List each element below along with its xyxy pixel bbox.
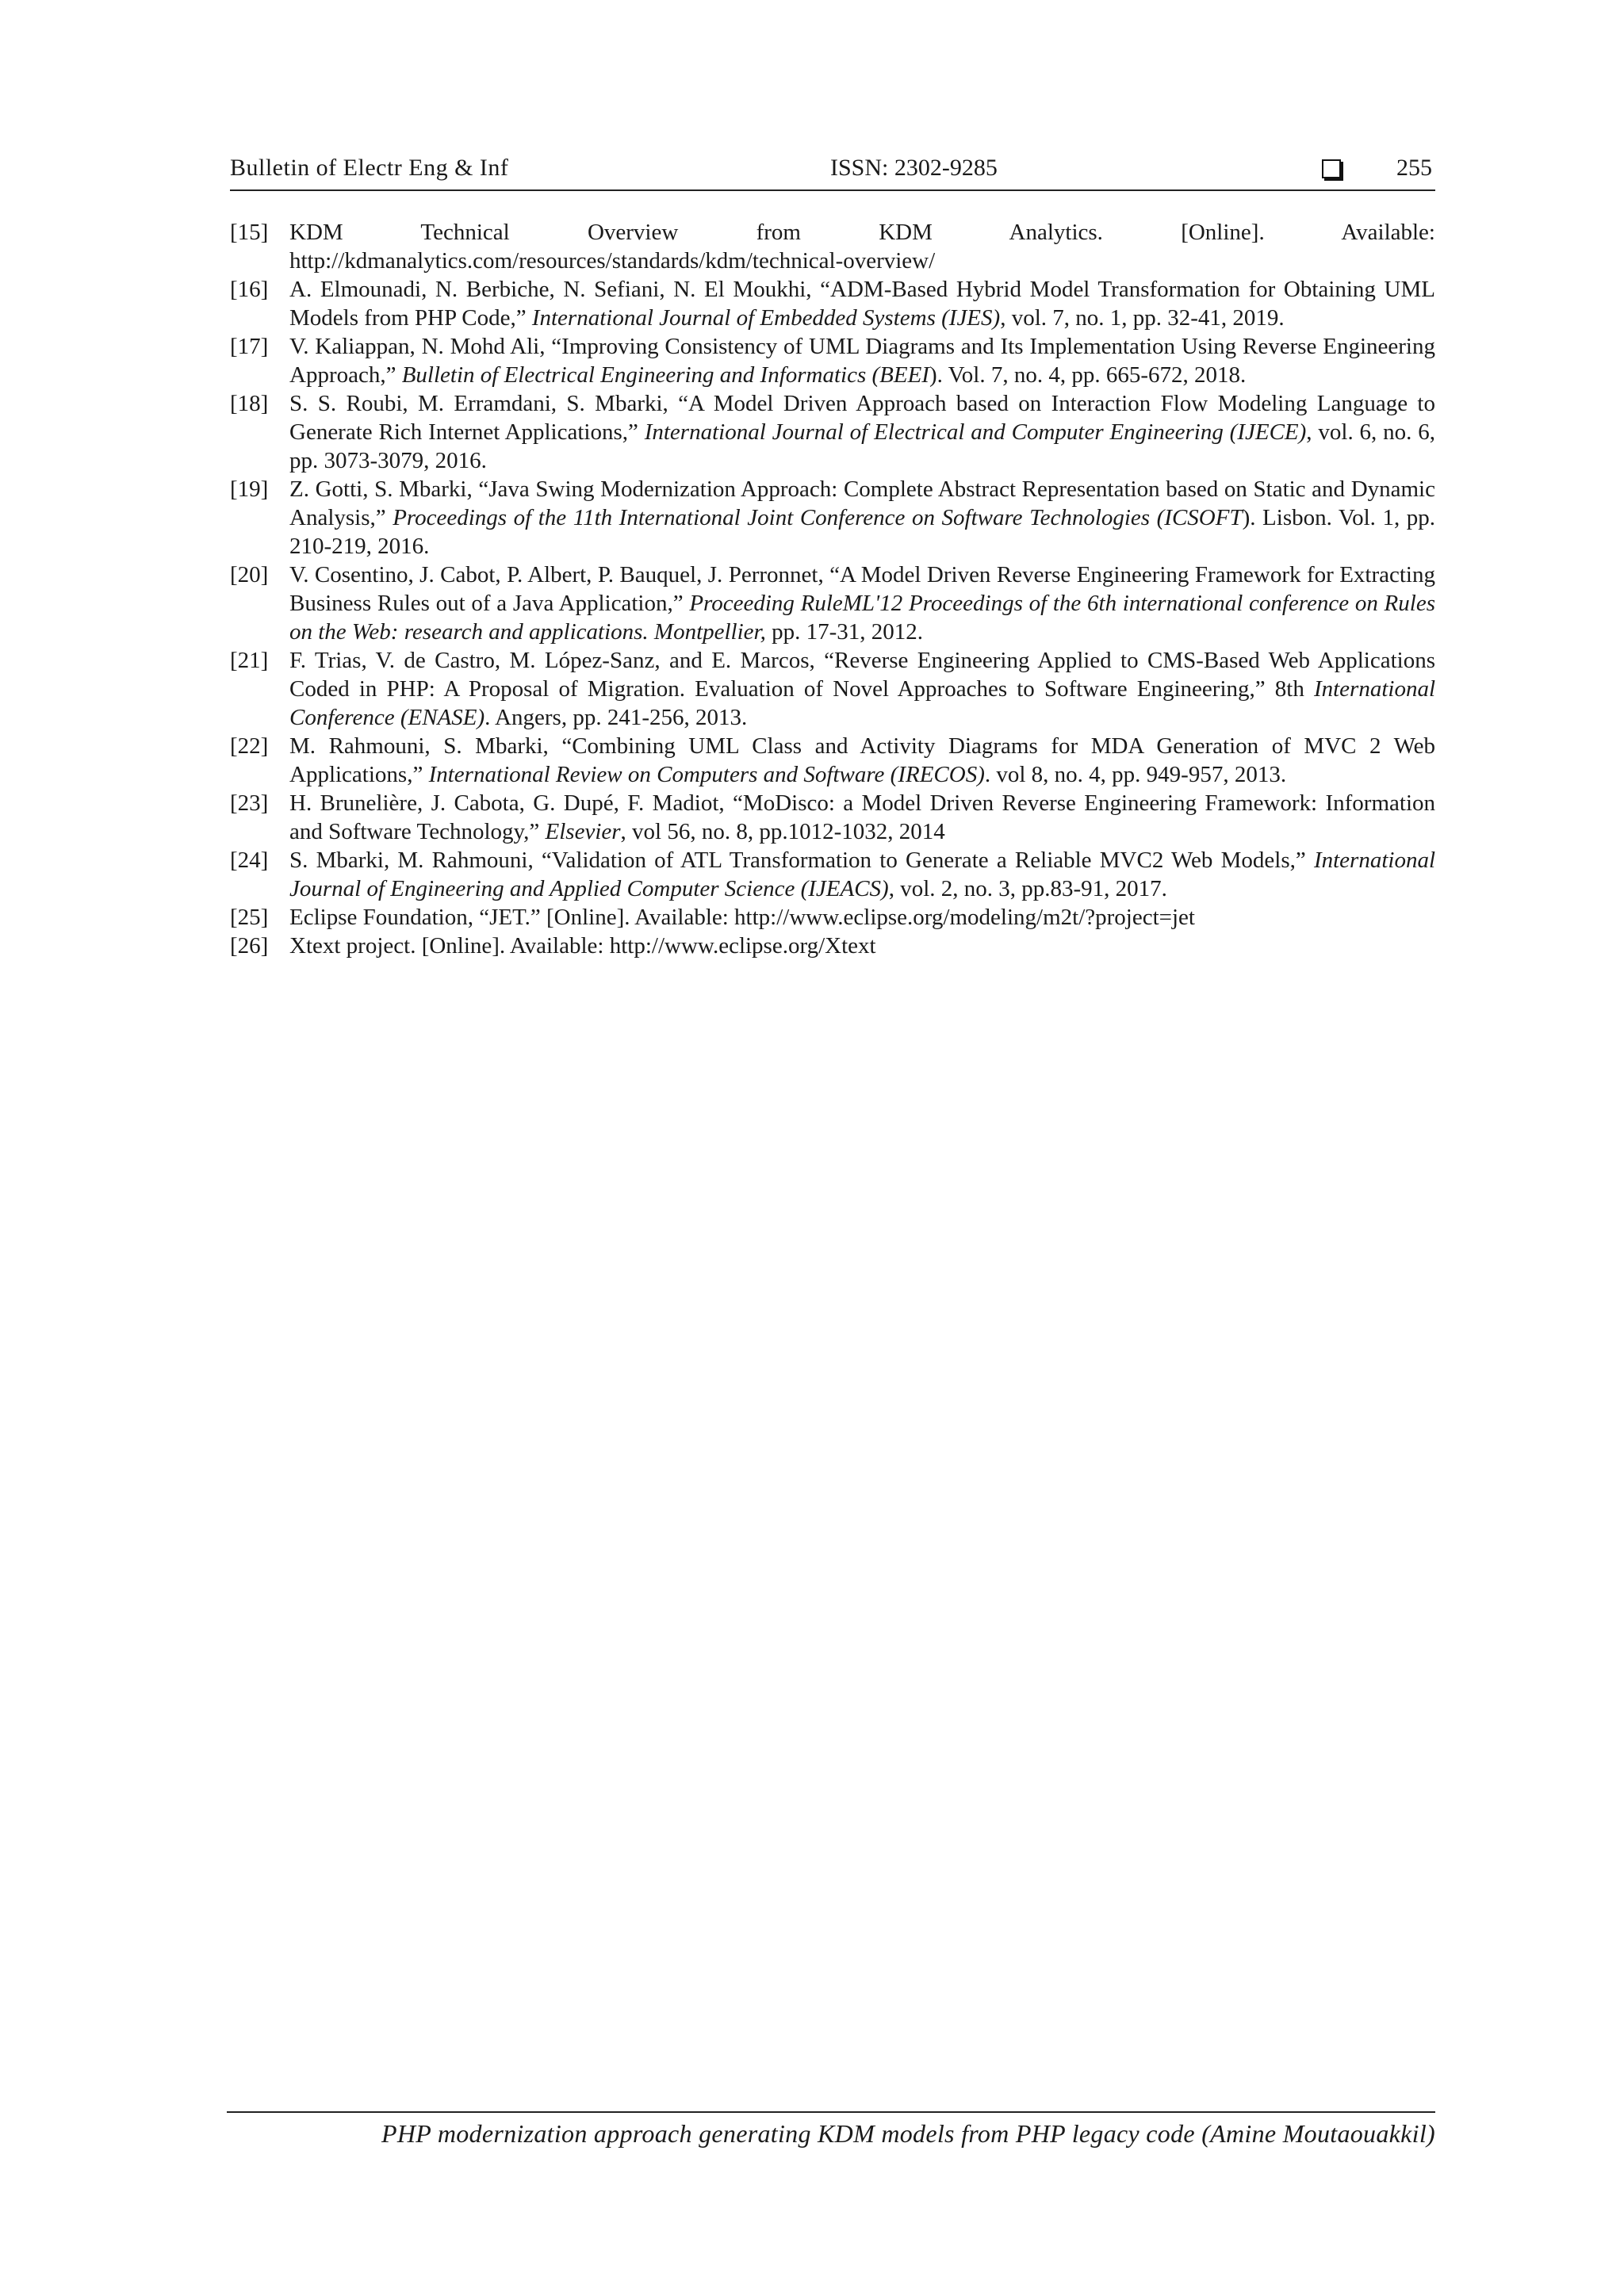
reference-list	[230, 218, 1435, 960]
reference-segment: S. S. Roubi, M. Erramdani, S. Mbarki, “A Model Driven Approach based on Interaction Flow Modeling Language to Generate Rich Internet Applications,”	[289, 391, 1435, 445]
issn: ISSN: 2302-9285	[830, 155, 998, 181]
reference-segment: V. Kaliappan, N. Mohd Ali, “Improving Consistency of UML Diagrams and Its Implementation Using Reverse Engineering Approach,”	[289, 334, 1435, 388]
reference-number: [23]	[230, 790, 269, 816]
reference-source-italic: International Review on Computers and Software (IRECOS)	[428, 762, 985, 787]
reference-segment: . vol 8, no. 4, pp. 949-957, 2013.	[984, 762, 1287, 787]
reference-item	[230, 646, 1435, 732]
reference-segment: . Angers, pp. 241-256, 2013.	[485, 705, 748, 730]
reference-text	[289, 275, 1435, 332]
reference-text	[289, 332, 1435, 389]
reference-number: [26]	[230, 933, 269, 959]
reference-text	[289, 475, 1435, 561]
reference-segment: V. Cosentino, J. Cabot, P. Albert, P. Bauquel, J. Perronnet, “A Model Driven Reverse Engineering Framework for Extracting Business Rules out of a Java Application,”	[289, 562, 1435, 616]
reference-item	[230, 275, 1435, 332]
reference-segment: Eclipse Foundation, “JET.” [Online]. Available: http://www.eclipse.org/modeling/m2t/?project=jet	[289, 905, 1195, 930]
reference-source-italic: International Journal of Embedded Systems (IJES)	[531, 305, 1001, 331]
reference-text	[289, 789, 1435, 846]
reference-segment: KDM Technical Overview from KDM Analytics. [Online]. Available: http://kdmanalytics.com/resources/standards/kdm/technical-overview/	[289, 220, 1435, 274]
reference-item	[230, 846, 1435, 903]
reference-segment: pp. 17-31, 2012.	[765, 619, 924, 645]
reference-source-italic: Bulletin of Electrical Engineering and Informatics (BEEI	[401, 362, 929, 388]
reference-number: [16]	[230, 277, 269, 302]
reference-segment: , vol. 2, no. 3, pp.83-91, 2017.	[888, 876, 1167, 901]
reference-item	[230, 218, 1435, 275]
reference-item	[230, 789, 1435, 846]
reference-text	[289, 932, 1435, 960]
reference-segment: S. Mbarki, M. Rahmouni, “Validation of ATL Transformation to Generate a Reliable MVC2 Web Models,”	[289, 848, 1314, 873]
reference-number: [20]	[230, 562, 269, 587]
journal-name: Bulletin of Electr Eng & Inf	[230, 155, 509, 181]
page-header	[230, 155, 1435, 191]
reference-text	[289, 846, 1435, 903]
reference-segment: ). Vol. 7, no. 4, pp. 665-672, 2018.	[929, 362, 1247, 388]
reference-segment: , vol. 7, no. 1, pp. 32-41, 2019.	[1000, 305, 1285, 331]
reference-source-italic: International Journal of Electrical and Computer Engineering (IJECE)	[644, 419, 1307, 445]
reference-item	[230, 561, 1435, 646]
reference-segment: Z. Gotti, S. Mbarki, “Java Swing Modernization Approach: Complete Abstract Representation based on Static and Dynamic Analysis,”	[289, 476, 1435, 530]
reference-segment: M. Rahmouni, S. Mbarki, “Combining UML Class and Activity Diagrams for MDA Generation of MVC 2 Web Applications,”	[289, 733, 1435, 787]
reference-text	[289, 903, 1435, 932]
reference-number: [25]	[230, 905, 269, 930]
reference-item	[230, 932, 1435, 960]
reference-source-italic: Proceeding RuleML'12 Proceedings of the 6th international conference on Rules on the Web: research and applications. Montpellier,	[289, 591, 1435, 645]
reference-number: [15]	[230, 220, 269, 245]
reference-segment: A. Elmounadi, N. Berbiche, N. Sefiani, N. El Moukhi, “ADM-Based Hybrid Model Transformation for Obtaining UML Models from PHP Code,”	[289, 277, 1435, 331]
page-number: 255	[1396, 155, 1432, 181]
reference-number: [21]	[230, 648, 269, 673]
reference-source-italic: International Conference (ENASE)	[289, 676, 1435, 730]
running-title: PHP modernization approach generating KDM models from PHP legacy code (Amine Moutaouakkil)	[381, 2119, 1435, 2148]
reference-segment: ). Lisbon. Vol. 1, pp. 210-219, 2016.	[289, 505, 1436, 559]
reference-number: [17]	[230, 334, 269, 359]
reference-text	[289, 389, 1435, 475]
reference-segment: , vol. 6, no. 6, pp. 3073-3079, 2016.	[289, 419, 1435, 473]
reference-item	[230, 389, 1435, 475]
reference-text	[289, 218, 1435, 275]
reference-number: [22]	[230, 733, 269, 759]
reference-item	[230, 332, 1435, 389]
reference-text	[289, 646, 1435, 732]
reference-number: [24]	[230, 848, 269, 873]
reference-segment: H. Brunelière, J. Cabota, G. Dupé, F. Madiot, “MoDisco: a Model Driven Reverse Engineering Framework: Information and Software Technology,”	[289, 790, 1435, 844]
reference-source-italic: Elsevier	[545, 819, 621, 844]
reference-segment: Xtext project. [Online]. Available: http://www.eclipse.org/Xtext	[289, 933, 876, 959]
reference-number: [19]	[230, 476, 269, 502]
reference-text	[289, 732, 1435, 789]
reference-item	[230, 903, 1435, 932]
reference-text	[289, 561, 1435, 646]
reference-number: [18]	[230, 391, 269, 416]
page-footer	[227, 2111, 1435, 2149]
reference-segment: , vol 56, no. 8, pp.1012-1032, 2014	[620, 819, 945, 844]
reference-item	[230, 475, 1435, 561]
reference-source-italic: Proceedings of the 11th International Joint Conference on Software Technologies (ICSOFT	[393, 505, 1243, 530]
reference-source-italic: International Journal of Engineering and Applied Computer Science (IJEACS)	[289, 848, 1435, 901]
reference-item	[230, 732, 1435, 789]
reference-segment: F. Trias, V. de Castro, M. López-Sanz, and E. Marcos, “Reverse Engineering Applied to CMS-Based Web Applications Coded in PHP: A Proposal of Migration. Evaluation of Novel Approaches to Software Engineering,” 8th	[289, 648, 1435, 702]
box-bullet-icon	[1322, 159, 1341, 178]
